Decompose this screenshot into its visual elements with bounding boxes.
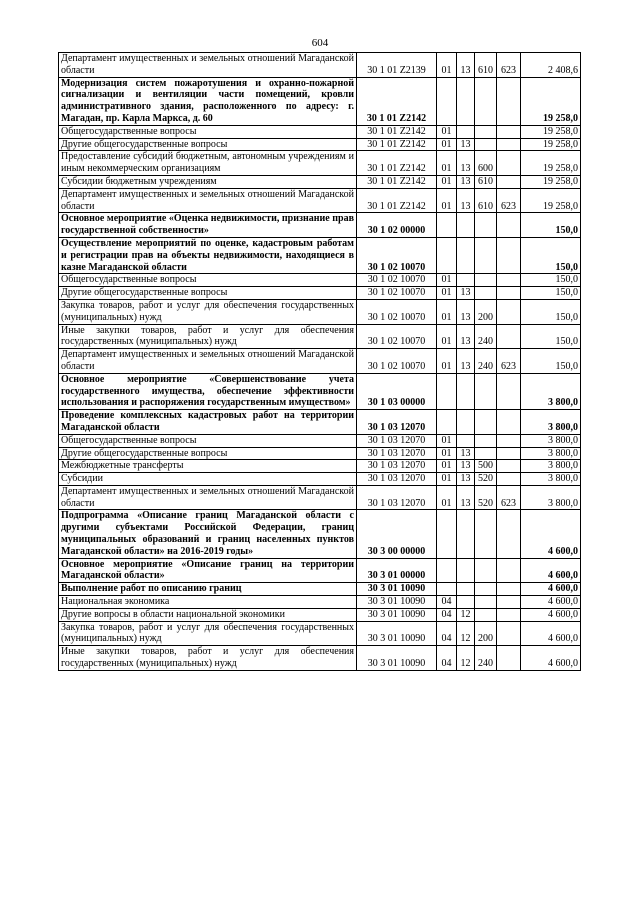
row-name: Общегосударственные вопросы [59,274,357,287]
row-name: Закупка товаров, работ и услуг для обеспечения государственных (муниципальных) нужд [59,621,357,646]
table-row [59,53,581,78]
expense-type-code: 610 [475,188,497,213]
table-row [59,447,581,460]
budget-table [58,52,581,671]
expense-type-code [475,237,497,273]
expense-type-code [475,138,497,151]
table-row [59,510,581,558]
administrator-code [497,237,521,273]
expense-type-code [475,510,497,558]
section-code: 01 [437,460,457,473]
amount: 150,0 [521,324,581,349]
subsection-code: 13 [457,324,475,349]
row-name: Департамент имущественных и земельных отношений Магаданской области [59,188,357,213]
row-name: Субсидии [59,473,357,486]
expense-type-code [475,77,497,125]
section-code: 01 [437,125,457,138]
target-code: 30 1 03 12070 [357,410,437,435]
section-code [437,583,457,596]
section-code: 01 [437,434,457,447]
subsection-code [457,410,475,435]
subsection-code: 12 [457,621,475,646]
table-row [59,138,581,151]
amount: 3 800,0 [521,434,581,447]
subsection-code: 12 [457,646,475,671]
section-code [437,237,457,273]
expense-type-code: 240 [475,349,497,374]
table-row [59,299,581,324]
administrator-code [497,138,521,151]
amount: 19 258,0 [521,151,581,176]
table-row [59,287,581,300]
amount: 150,0 [521,287,581,300]
administrator-code [497,125,521,138]
subsection-code [457,373,475,409]
amount: 2 408,6 [521,53,581,78]
subsection-code: 13 [457,473,475,486]
subsection-code: 13 [457,349,475,374]
row-name: Осуществление мероприятий по оценке, кадастровым работам и регистрации прав на объекты недвижимости, находящиеся в казне Магаданской области [59,237,357,273]
amount: 4 600,0 [521,583,581,596]
table-row [59,349,581,374]
table-row [59,77,581,125]
amount: 3 800,0 [521,460,581,473]
target-code: 30 1 01 Z2142 [357,125,437,138]
administrator-code [497,608,521,621]
section-code [437,77,457,125]
target-code: 30 1 01 Z2142 [357,188,437,213]
expense-type-code [475,434,497,447]
row-name: Межбюджетные трансферты [59,460,357,473]
amount: 150,0 [521,349,581,374]
page-number: 604 [311,37,329,49]
table-row [59,460,581,473]
table-row [59,646,581,671]
target-code: 30 1 02 10070 [357,237,437,273]
expense-type-code [475,373,497,409]
administrator-code [497,287,521,300]
table-row [59,485,581,510]
subsection-code [457,274,475,287]
target-code: 30 1 03 12070 [357,447,437,460]
administrator-code [497,299,521,324]
expense-type-code [475,213,497,238]
table-row [59,125,581,138]
expense-type-code: 520 [475,473,497,486]
table-row [59,410,581,435]
section-code: 01 [437,473,457,486]
amount: 4 600,0 [521,646,581,671]
section-code [437,373,457,409]
target-code: 30 3 00 00000 [357,510,437,558]
administrator-code: 623 [497,485,521,510]
target-code: 30 1 03 00000 [357,373,437,409]
amount: 19 258,0 [521,77,581,125]
row-name: Выполнение работ по описанию границ [59,583,357,596]
amount: 3 800,0 [521,473,581,486]
table-row [59,274,581,287]
table-row [59,583,581,596]
subsection-code: 13 [457,138,475,151]
subsection-code [457,434,475,447]
row-name: Модернизация систем пожаротушения и охранно-пожарной сигнализации и вентиляции части помещений, кровли административного здания, расположенного по адресу: г. Магадан, пр. Карла Маркса, д. 60 [59,77,357,125]
expense-type-code: 600 [475,151,497,176]
administrator-code [497,447,521,460]
target-code: 30 1 01 Z2142 [357,151,437,176]
administrator-code [497,274,521,287]
amount: 4 600,0 [521,596,581,609]
expense-type-code: 500 [475,460,497,473]
administrator-code [497,596,521,609]
subsection-code [457,237,475,273]
amount: 3 800,0 [521,447,581,460]
row-name: Иные закупки товаров, работ и услуг для обеспечения государственных (муниципальных) нужд [59,646,357,671]
budget-table-body [59,53,581,671]
amount: 150,0 [521,237,581,273]
target-code: 30 1 03 12070 [357,473,437,486]
amount: 150,0 [521,213,581,238]
amount: 19 258,0 [521,175,581,188]
row-name: Другие общегосударственные вопросы [59,287,357,300]
row-name: Субсидии бюджетным учреждениям [59,175,357,188]
subsection-code: 13 [457,299,475,324]
subsection-code: 13 [457,151,475,176]
section-code: 01 [437,138,457,151]
section-code: 01 [437,447,457,460]
table-row [59,596,581,609]
administrator-code: 623 [497,53,521,78]
section-code [437,410,457,435]
subsection-code: 13 [457,188,475,213]
table-row [59,558,581,583]
target-code: 30 1 01 Z2142 [357,138,437,151]
administrator-code [497,558,521,583]
expense-type-code [475,583,497,596]
section-code [437,510,457,558]
target-code: 30 1 03 12070 [357,434,437,447]
section-code: 04 [437,621,457,646]
section-code: 01 [437,349,457,374]
table-row [59,621,581,646]
row-name: Другие общегосударственные вопросы [59,447,357,460]
expense-type-code: 520 [475,485,497,510]
row-name: Закупка товаров, работ и услуг для обеспечения государственных (муниципальных) нужд [59,299,357,324]
expense-type-code [475,410,497,435]
amount: 4 600,0 [521,510,581,558]
administrator-code [497,324,521,349]
row-name: Департамент имущественных и земельных отношений Магаданской области [59,53,357,78]
row-name: Другие общегосударственные вопросы [59,138,357,151]
target-code: 30 3 01 10090 [357,583,437,596]
target-code: 30 1 02 00000 [357,213,437,238]
table-row [59,373,581,409]
subsection-code [457,583,475,596]
subsection-code [457,213,475,238]
target-code: 30 1 01 Z2139 [357,53,437,78]
expense-type-code [475,447,497,460]
target-code: 30 1 02 10070 [357,324,437,349]
target-code: 30 1 03 12070 [357,460,437,473]
subsection-code [457,558,475,583]
subsection-code: 13 [457,447,475,460]
section-code [437,213,457,238]
amount: 19 258,0 [521,125,581,138]
section-code [437,558,457,583]
target-code: 30 1 01 Z2142 [357,175,437,188]
expense-type-code [475,274,497,287]
administrator-code [497,646,521,671]
subsection-code [457,125,475,138]
administrator-code [497,77,521,125]
row-name: Национальная экономика [59,596,357,609]
row-name: Другие вопросы в области национальной экономики [59,608,357,621]
expense-type-code: 200 [475,299,497,324]
subsection-code: 13 [457,53,475,78]
table-row [59,473,581,486]
section-code: 01 [437,53,457,78]
row-name: Основное мероприятие «Описание границ на территории Магаданской области» [59,558,357,583]
row-name: Основное мероприятие «Совершенствование учета государственного имущества, обеспечение эффективности использования и распоряжения государственным имуществом» [59,373,357,409]
section-code: 04 [437,596,457,609]
row-name: Общегосударственные вопросы [59,125,357,138]
amount: 4 600,0 [521,608,581,621]
subsection-code: 13 [457,287,475,300]
table-row [59,213,581,238]
amount: 3 800,0 [521,485,581,510]
expense-type-code: 200 [475,621,497,646]
row-name: Предоставление субсидий бюджетным, автономным учреждениям и иным некоммерческим организациям [59,151,357,176]
amount: 19 258,0 [521,188,581,213]
section-code: 04 [437,646,457,671]
target-code: 30 1 03 12070 [357,485,437,510]
section-code: 01 [437,151,457,176]
expense-type-code: 240 [475,324,497,349]
section-code: 01 [437,324,457,349]
target-code: 30 3 01 00000 [357,558,437,583]
administrator-code [497,510,521,558]
administrator-code [497,151,521,176]
amount: 19 258,0 [521,138,581,151]
administrator-code [497,473,521,486]
expense-type-code [475,287,497,300]
administrator-code: 623 [497,188,521,213]
amount: 3 800,0 [521,410,581,435]
target-code: 30 3 01 10090 [357,608,437,621]
row-name: Подпрограмма «Описание границ Магаданской области с другими субъектами Российской Федерации, границ муниципальных образований и границ населенных пунктов Магаданской области» на 2016-2019 годы» [59,510,357,558]
subsection-code: 13 [457,460,475,473]
section-code: 01 [437,287,457,300]
row-name: Проведение комплексных кадастровых работ на территории Магаданской области [59,410,357,435]
section-code: 01 [437,175,457,188]
target-code: 30 1 02 10070 [357,274,437,287]
table-row [59,434,581,447]
target-code: 30 1 01 Z2142 [357,77,437,125]
amount: 4 600,0 [521,621,581,646]
section-code: 04 [437,608,457,621]
expense-type-code: 240 [475,646,497,671]
section-code: 01 [437,299,457,324]
target-code: 30 3 01 10090 [357,621,437,646]
table-row [59,151,581,176]
administrator-code [497,373,521,409]
subsection-code [457,510,475,558]
expense-type-code [475,558,497,583]
administrator-code [497,410,521,435]
amount: 4 600,0 [521,558,581,583]
expense-type-code: 610 [475,53,497,78]
table-row [59,608,581,621]
table-row [59,188,581,213]
administrator-code [497,460,521,473]
table-row [59,237,581,273]
row-name: Основное мероприятие «Оценка недвижимости, признание прав государственной собственности» [59,213,357,238]
expense-type-code [475,596,497,609]
administrator-code [497,583,521,596]
expense-type-code [475,608,497,621]
subsection-code [457,596,475,609]
administrator-code [497,621,521,646]
target-code: 30 1 02 10070 [357,349,437,374]
section-code: 01 [437,188,457,213]
subsection-code [457,77,475,125]
row-name: Департамент имущественных и земельных отношений Магаданской области [59,485,357,510]
subsection-code: 13 [457,485,475,510]
administrator-code [497,213,521,238]
table-row [59,324,581,349]
subsection-code: 12 [457,608,475,621]
amount: 150,0 [521,274,581,287]
amount: 150,0 [521,299,581,324]
target-code: 30 1 02 10070 [357,299,437,324]
administrator-code: 623 [497,349,521,374]
administrator-code [497,434,521,447]
target-code: 30 1 02 10070 [357,287,437,300]
section-code: 01 [437,485,457,510]
subsection-code: 13 [457,175,475,188]
target-code: 30 3 01 10090 [357,646,437,671]
expense-type-code: 610 [475,175,497,188]
row-name: Иные закупки товаров, работ и услуг для обеспечения государственных (муниципальных) нужд [59,324,357,349]
target-code: 30 3 01 10090 [357,596,437,609]
table-row [59,175,581,188]
administrator-code [497,175,521,188]
expense-type-code [475,125,497,138]
section-code: 01 [437,274,457,287]
amount: 3 800,0 [521,373,581,409]
row-name: Департамент имущественных и земельных отношений Магаданской области [59,349,357,374]
row-name: Общегосударственные вопросы [59,434,357,447]
